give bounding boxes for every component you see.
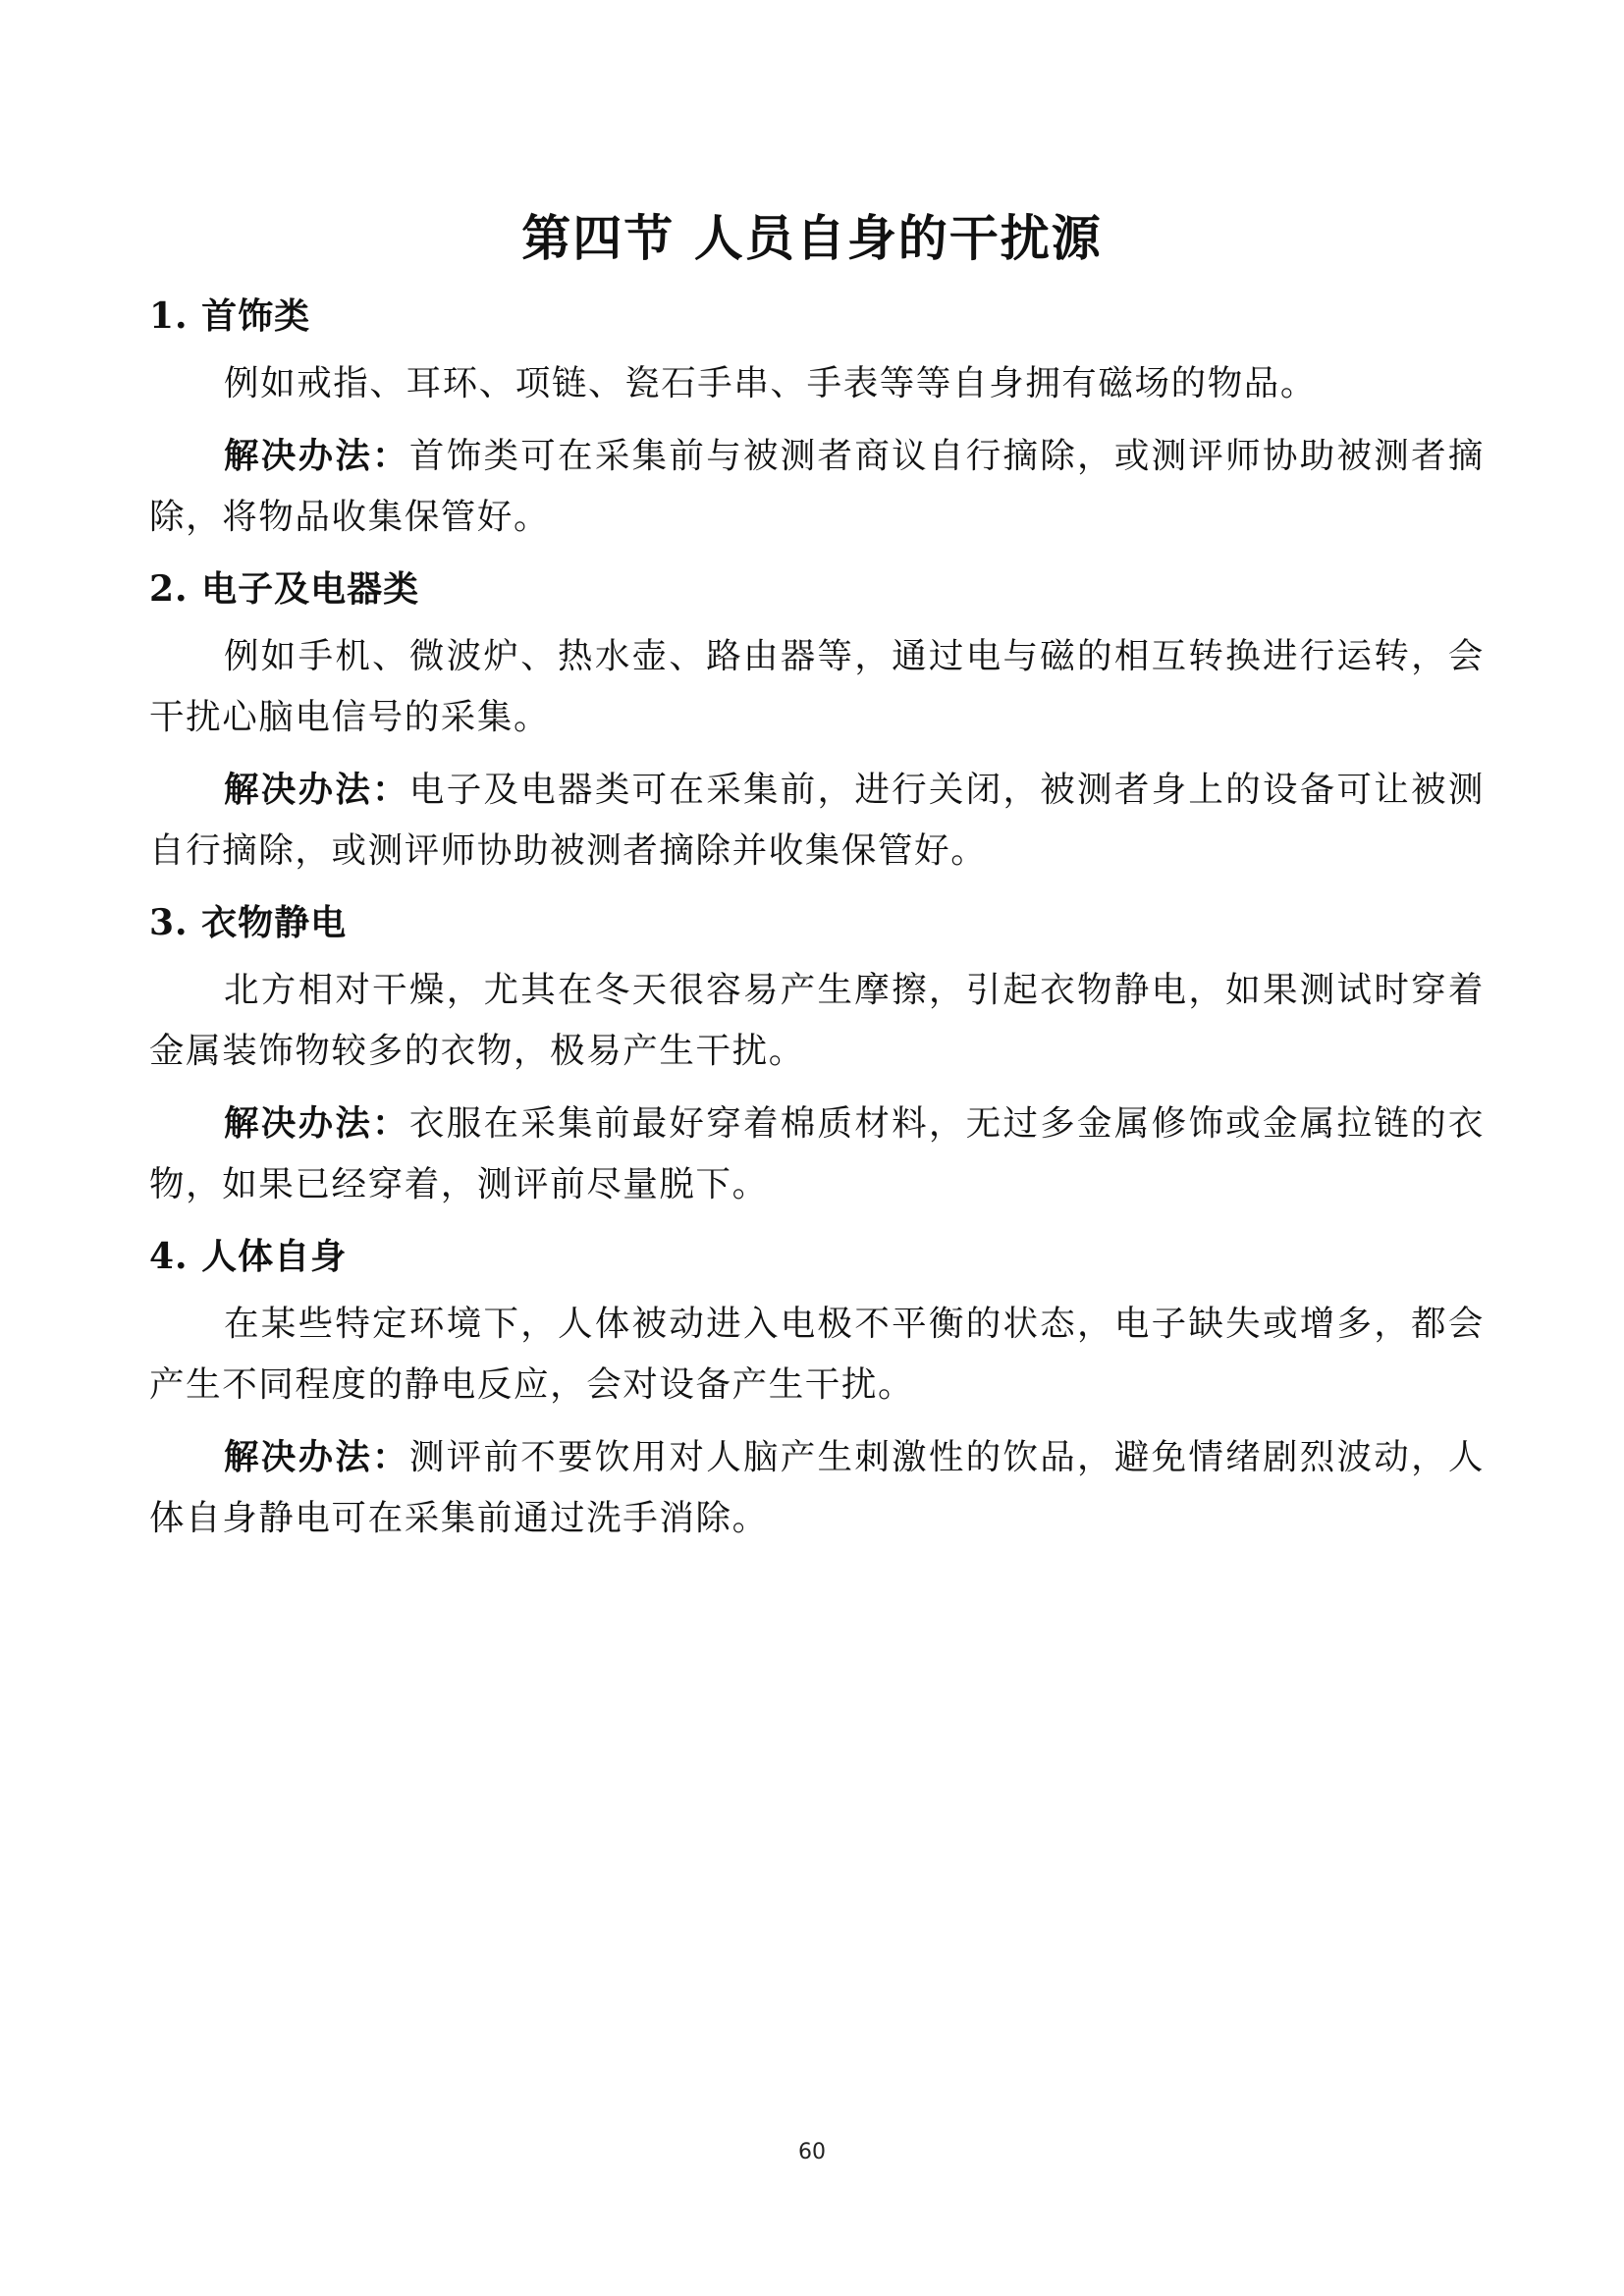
section-heading: 1. 首饰类 <box>149 295 311 337</box>
solution-paragraph <box>149 760 1485 881</box>
section-jewelry <box>149 287 1485 548</box>
solution-paragraph <box>149 426 1485 548</box>
section-human-body <box>149 1227 1485 1549</box>
section-heading: 4. 人体自身 <box>149 1236 348 1277</box>
example-paragraph: 例如手机、微波炉、热水壶、路由器等，通过电与磁的相互转换进行运转，会干扰心脑电信号的采集。 <box>149 636 1485 737</box>
example-paragraph: 在某些特定环境下，人体被动进入电极不平衡的状态，电子缺失或增多，都会产生不同程度的静电反应，会对设备产生干扰。 <box>149 1304 1485 1405</box>
solution-paragraph <box>149 1427 1485 1549</box>
solution-text: 首饰类可在采集前与被测者商议自行摘除，或测评师协助被测者摘除，将物品收集保管好。 <box>149 436 1485 537</box>
section-heading: 2. 电子及电器类 <box>149 568 420 610</box>
section-clothing-static <box>149 893 1485 1215</box>
solution-label: 解决办法： <box>224 1103 409 1144</box>
solution-text: 测评前不要饮用对人脑产生刺激性的饮品，避免情绪剧烈波动，人体自身静电可在采集前通过洗手消除。 <box>149 1437 1485 1538</box>
solution-text: 电子及电器类可在采集前，进行关闭，被测者身上的设备可让被测自行摘除，或测评师协助被测者摘除并收集保管好。 <box>149 770 1485 871</box>
section-heading: 3. 衣物静电 <box>149 902 348 943</box>
example-paragraph: 例如戒指、耳环、项链、瓷石手串、手表等等自身拥有磁场的物品。 <box>224 363 1318 403</box>
solution-label: 解决办法： <box>224 770 409 810</box>
solution-text: 衣服在采集前最好穿着棉质材料，无过多金属修饰或金属拉链的衣物，如果已经穿着，测评前尽量脱下。 <box>149 1103 1485 1204</box>
solution-label: 解决办法： <box>224 436 409 476</box>
section-electronics <box>149 560 1485 881</box>
solution-label: 解决办法： <box>224 1437 409 1477</box>
solution-paragraph <box>149 1094 1485 1215</box>
page-title: 第四节 人员自身的干扰源 <box>521 209 1103 267</box>
example-paragraph: 北方相对干燥，尤其在冬天很容易产生摩擦，引起衣物静电，如果测试时穿着金属装饰物较多的衣物，极易产生干扰。 <box>149 970 1485 1071</box>
page-number: 60 <box>798 2140 826 2164</box>
document-body <box>149 275 1485 1561</box>
